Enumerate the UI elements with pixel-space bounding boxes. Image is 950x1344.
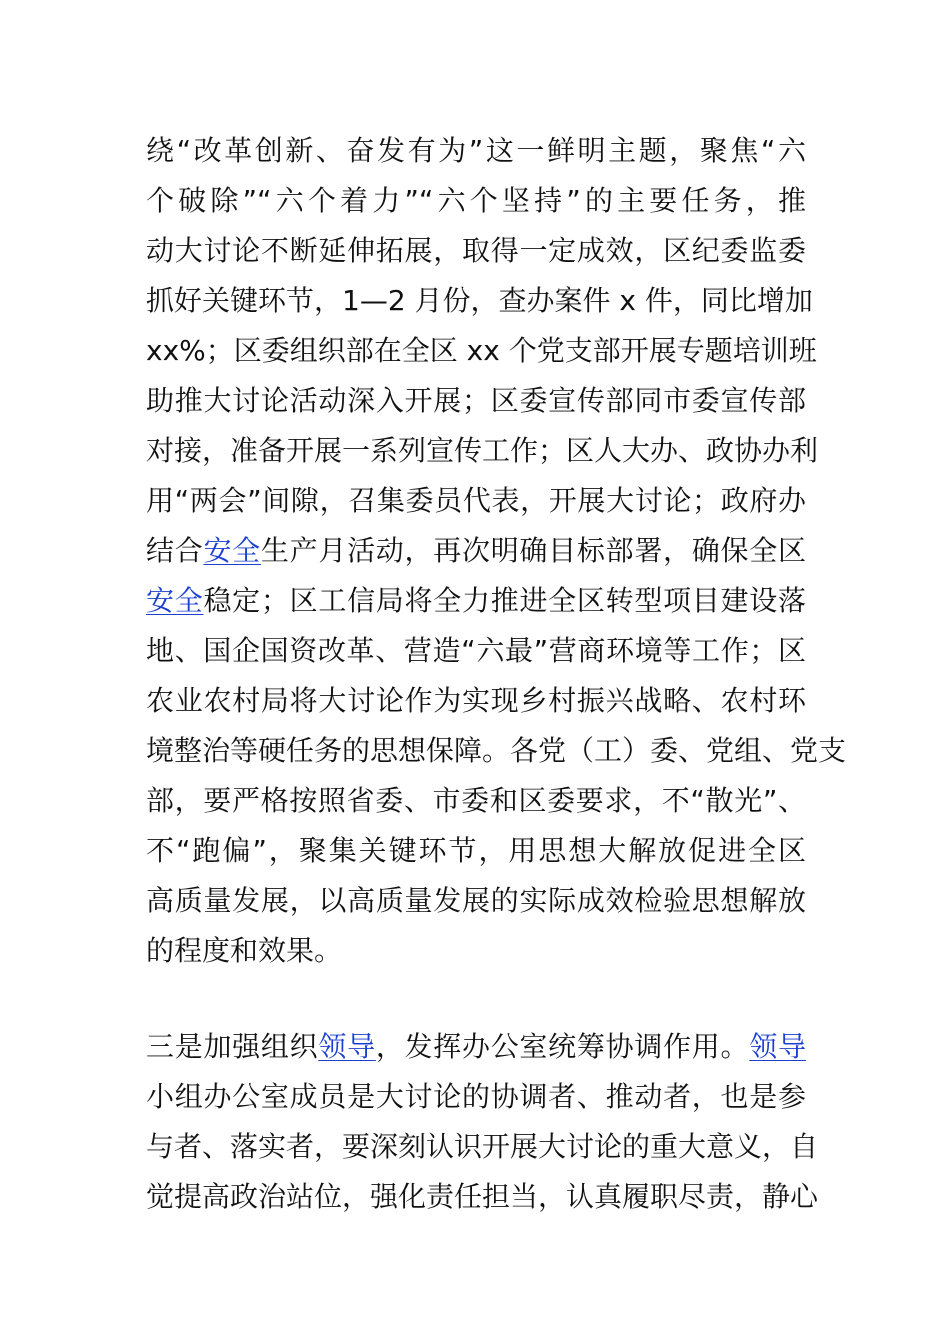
text-line: 绕“改革创新、奋发有为”这一鲜明主题，聚焦“六 (146, 134, 806, 167)
paragraph-2 (146, 1022, 819, 1222)
text-line: 与者、落实者，要深刻认识开展大讨论的重大意义，自 (146, 1130, 819, 1163)
text-line (146, 526, 806, 576)
text-line (146, 1022, 806, 1072)
text-line: 高质量发展，以高质量发展的实际成效检验思想解放 (146, 884, 806, 917)
paragraph-1 (146, 126, 847, 976)
text-line: 部，要严格按照省委、市委和区委要求，不“散光”、 (146, 784, 806, 817)
link-safety[interactable]: 安全 (203, 534, 261, 567)
text-segment: 生产月活动，再次明确目标部署，确保全区 (260, 534, 806, 567)
text-segment: 稳定；区工信局将全力推进全区转型项目建设落 (203, 584, 806, 617)
text-line: 境整治等硬任务的思想保障。各党（工）委、党组、党支 (146, 734, 847, 767)
link-leadership[interactable]: 领导 (318, 1030, 376, 1063)
text-line: 对接，准备开展一系列宣传工作；区人大办、政协办利 (146, 434, 819, 467)
link-leadership[interactable]: 领导 (749, 1030, 806, 1063)
text-segment: 三是加强组织 (146, 1030, 319, 1063)
text-line: 觉提高政治站位，强化责任担当，认真履职尽责，静心 (146, 1180, 819, 1213)
text-line: 不“跑偏”，聚集关键环节，用思想大解放促进全区 (146, 834, 806, 867)
text-line: 助推大讨论活动深入开展；区委宣传部同市委宣传部 (146, 384, 806, 417)
text-line: xx%；区委组织部在全区 xx 个党支部开展专题培训班 (146, 334, 817, 367)
text-line: 农业农村局将大讨论作为实现乡村振兴战略、农村环 (146, 684, 806, 717)
text-line: 用“两会”间隙，召集委员代表，开展大讨论；政府办 (146, 484, 806, 517)
link-safety[interactable]: 安全 (146, 584, 204, 617)
text-line: 个破除”“六个着力”“六个坚持”的主要任务，推 (146, 184, 806, 217)
text-line: 小组办公室成员是大讨论的协调者、推动者，也是参 (146, 1080, 806, 1113)
text-line: 地、国企国资改革、营造“六最”营商环境等工作；区 (146, 634, 806, 667)
text-line: 抓好关键环节，1—2 月份，查办案件 x 件，同比增加 (146, 284, 813, 317)
text-line (146, 576, 806, 626)
text-segment: 结合 (146, 534, 204, 567)
text-line: 动大讨论不断延伸拓展，取得一定成效，区纪委监委 (146, 234, 806, 267)
text-line: 的程度和效果。 (146, 934, 343, 967)
text-segment: ，发挥办公室统筹协调作用。 (375, 1030, 750, 1063)
